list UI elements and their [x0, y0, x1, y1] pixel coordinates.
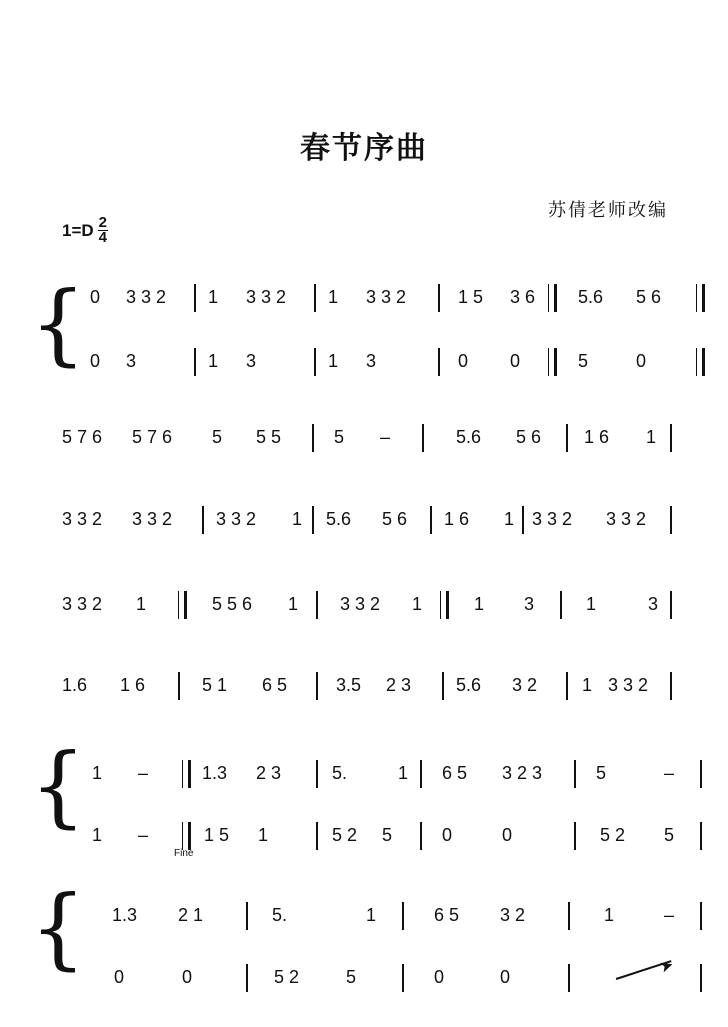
- fine-label: Fine: [174, 848, 194, 859]
- staff-row-5: 1.6 1 6 5 1 6 5 3.5 2 3 5.6 3 2 1 3 3 2: [30, 666, 680, 706]
- brace-icon: {: [30, 734, 86, 837]
- system-2: [30, 734, 680, 860]
- staff-row-2: 5 7 6 5 7 6 5 5 5 5 – 5.6 5 6 1 6 1: [30, 418, 680, 458]
- brace-icon: {: [30, 272, 86, 375]
- staff-line-lower: 0 3 1 3 1 3 0 0 5 0: [60, 342, 680, 382]
- staff-line-upper: 1.3 2 1 5. 1 6 5 3 2 1 –: [60, 896, 680, 936]
- brace-icon: {: [30, 876, 86, 979]
- key-label: 1=D: [62, 220, 94, 240]
- time-numerator: 2: [98, 214, 108, 231]
- time-denominator: 4: [98, 229, 108, 246]
- composer-credit: 苏倩老师改编: [548, 200, 668, 220]
- system-1: [30, 262, 680, 382]
- staff-line-upper: 0 3 3 2 1 3 3 2 1 3 3 2 1 5 3 6 5.6 5 6: [60, 278, 680, 318]
- staff-row-3: 3 3 2 3 3 2 3 3 2 1 5.6 5 6 1 6 1 3 3 2 3 3 2: [30, 500, 680, 540]
- staff-line-upper: 1 – 1.3 2 3 5. 1 6 5 3 2 3 5 –: [60, 754, 680, 794]
- arrowhead-icon: ➤: [657, 956, 676, 977]
- system-3: [30, 876, 680, 1002]
- staff-row-4: 3 3 2 1 5 5 6 1 3 3 2 1 1 3 1 3: [30, 585, 680, 625]
- key-signature: [62, 216, 108, 245]
- staff-line-lower: 1 – 1 5 1 5 2 5 0 0 5 2 5 Fine: [60, 816, 680, 856]
- score-title: 春节序曲: [300, 132, 428, 165]
- staff-line-lower: 0 0 5 2 5 0 0 ➤: [60, 958, 680, 998]
- time-signature: [98, 216, 108, 245]
